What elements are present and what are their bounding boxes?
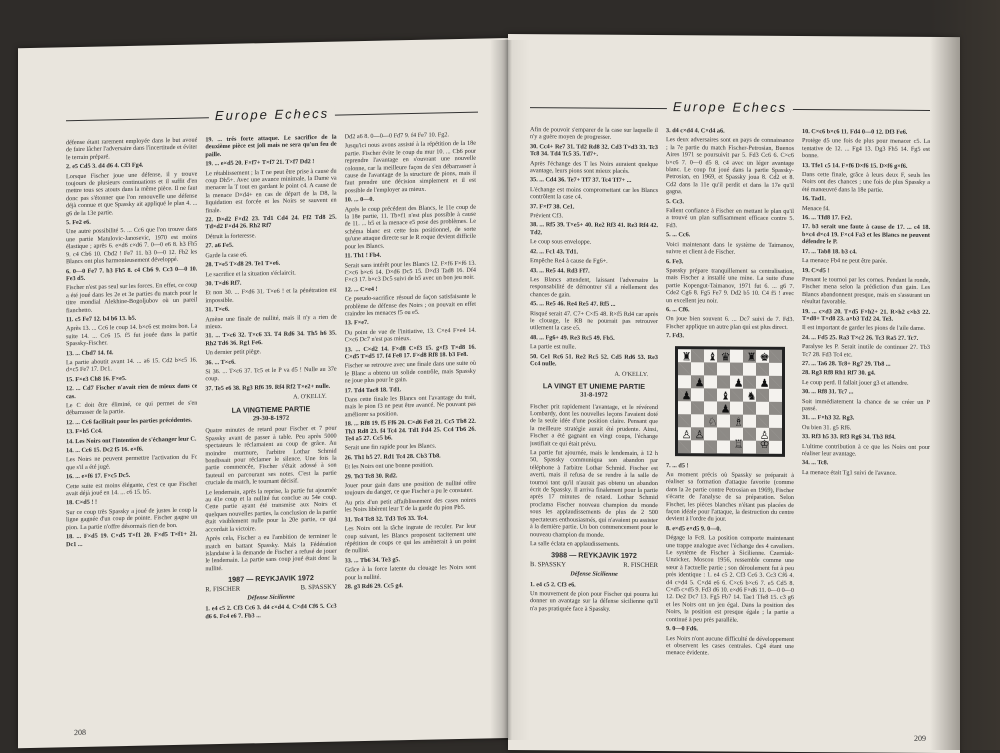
paragraph: Il est important de garder les pions de l'aile dame. [802,324,926,333]
page-number: 209 [914,733,926,743]
paragraph: Un dernier petit piège. [205,348,261,357]
author-signature: A. O'KELLY. [293,392,327,401]
white-king-icon: ♔ [759,438,770,451]
black-pawn-icon: ♟ [759,377,770,390]
magazine-title: Europe Echecs [667,99,793,115]
paragraph: Serait une fin rapide pour les Blancs. [344,442,437,452]
paragraph: Si 36. ... T×c6 37. Tc5 et le P va d5 ! Nulle au 37e coup. [205,365,337,383]
game-21-notes [666,127,794,340]
paragraph: 10. ... 0—0. [344,196,375,204]
paragraph: 12. ... C×e4 ! [344,285,378,294]
paragraph: 38. ... Rf5 39. T×e5+ 40. Re2 Rf3 41. Re3 Rf4 42. Td2. [530,221,658,237]
opening-name: Défense Sicilienne [570,570,618,578]
white-pawn-icon: ♙ [694,428,705,441]
paragraph: Le sacrifice et la situation s'éclaircit. [205,268,296,278]
game-21-notes-continued [666,462,794,658]
page-number: 208 [74,727,86,738]
paragraph: Dans cette finale, grâce à leurs deux F, seuls les Noirs ont des chances ; une fois de plus Spassky a été manœuvré dans la 18e partie. [802,171,930,194]
paragraph: 31. T×c6. [205,305,230,314]
paragraph: 18. ... F×d5 19. C×d5 T×f1 20. F×d5 T×f1+ 21. Dc1 ... [66,530,198,548]
paragraph: 5. Cc3. [666,197,685,205]
game-19-notes [205,134,336,393]
paragraph: 13. ... Cbd7 14. f4. [66,348,114,357]
paragraph: Prenant le tournoi par les cornes. Pendant la ronde, Fischer mena selon la prédiction d'un gain. Les Blancs abandonnent presque, mais en s'assurant un résultat favorable. [802,275,930,306]
game-21-moves [530,581,658,614]
paragraph: défense étant rarement employée dans le but avoué de faire lâcher l'adversaire dans l'incertitude et éviter le terrain préparé. [66,136,198,162]
paragraph: 7. Fd3. [666,332,685,340]
paragraph: 50. Ce1 Rc6 51. Re2 Rc5 52. Cd5 Rd6 53. Re3 Cc4 nulle. [530,352,658,368]
paragraph: Voici maintenant dans le système de Taimanov, suivre et client à de Fischer. [666,240,794,256]
section-title: LA VINGTIEME PARTIE [231,403,311,415]
paragraph: Et non 30. ... F×d6 31. T×e6 ! et la pénétration est impossible. [205,286,337,305]
paragraph: Serait sans intérêt pour les Blancs 12. F×f6 F×f6 13. C×c6 b×c6 14. D×d6 Dc5 15. D×d3 Tad8 16. Df4 F×c3 17. b×c3 Dc5 suivi de b5 avec un bon jeu noir. [344,259,476,284]
paragraph: Après cela, Fischer a eu l'ambition de terminer le match en battant Spassky. Mais la Fédération islandaise à la demande de Fischer a refusé de jouer le lendemain. La partie sans coup joué était donc la nullité. [205,532,337,573]
black-pawn-icon: ♟ [681,389,692,402]
paragraph: 19. ... e×d5 20. F×f7+ T×f7 21. T×f7 Dd2 ! [205,158,315,168]
paragraph: 13. F×h5 Cc4. [66,427,103,436]
paragraph: 31. ... F×h3 32. Rg3. [802,414,855,422]
right-column-3 [802,128,930,723]
paragraph: 16. ... e×f6 17. F×c5 Dc5. [66,472,131,481]
paragraph: Les Blancs attendent, laissant l'adversaire la responsabilité de démontrer s'il a réellement des chances de gain. [530,276,658,299]
paragraph: 26. Th1 b5 27. Rd1 Tc4 28. Cb3 Tb8. [344,452,441,462]
paragraph: 31. Tc4 Tc8 32. Td3 Tc6 33. Tc4. [344,514,428,524]
black-pawn-icon: ♟ [694,376,705,389]
paragraph: 18. ... Rf8 19. f5 Ff6 20. C×d6 Fe8 21. Cc5 Tb8 22. Th3 Rd8 23. f4 Tc4 24. Td1 Fd4 25. Cc4 Tb6 26. Te4 a5 27. Cc5 b6. [344,417,476,443]
white-player: B. SPASSKY [530,560,567,569]
paragraph: Menace f4. [802,204,830,212]
paragraph: Fallent confiance à Fischer en mettant le plan qu'il a trouvé un plan suffisamment efficace contre 5. Fd3. [666,207,794,230]
paragraph: Une autre possibilité 5. ... Cc6 que l'on trouve dans une partie Matulovic-Janosevic, 1970 est moins élastique ; après 6. e×d6 c×d6 7. 0—0 e6 8. h3 Fh5 9. c4 Cb6 10. Cbd2 ! Fe7 11. b3 0—0 12. Fb2 les Blancs ont plus harmonieusement développé. [66,225,198,266]
paragraph: 33. ... Tb6 34. Te3 g5. [344,555,401,565]
paragraph: 3. d4 c×d4 4. C×d4 a6. [666,127,725,135]
paragraph: 13. ... C×d2 14. F×d8 C×f3 15. g×f3 T×d8 16. C×d5 T×d5 17. f4 Fe8 17. F×d8 Rf8 18. b3 Fe8. [344,343,476,361]
paragraph: 14. Les Noirs ont l'intention de s'échanger leur C. [66,435,197,445]
black-bishop-icon: ♝ [707,350,718,364]
left-column-3 [345,131,476,712]
paragraph: Jusqu'ici nous avons assisté à la répétition de la 18e partie. Fischer évite le coup du mur 10. ... Cb6 pour reprendre l'avantage en s'ouvrant une nouvelle colonne, car la meilleure façon de s'en débarrasser à cause de l'avantage de la structure de pions, mais il faut prendre une décision simplement et il est possible de l'employer au mieux. [344,140,476,195]
paragraph: 2. e5 Cd5 3. d4 d6 4. Cf3 Fg4. [66,161,144,171]
paragraph: 6. ... Cf6. [666,306,690,314]
paragraph: La menace Fb4 ne peut être parée. [802,257,888,265]
black-pawn-icon: ♟ [733,377,744,390]
paragraph: Après le coup précédent des Blancs, le 11e coup de la 18e partie, 11. Tb×f1 n'est plus possible à cause de 11. ... b5 et la menace e5 pose des problèmes. Le schéma blanc est cette fois positionnel, de sorte qu'une attaque directe sur le R roque devient difficile pour les Blancs. [344,203,476,251]
paragraph: 48. ... Fg6+ 49. Re3 Rc5 49. Fb5. [530,333,615,342]
paragraph: 5. Fe2 e6. [66,218,91,227]
black-rook-icon: ♜ [746,351,757,364]
game-20-intro [205,425,336,572]
paragraph: La partie est nulle. [530,343,577,351]
paragraph: 43. ... Re5 44. Rd3 Ff7. [530,266,590,275]
paragraph: Détruit la forteresse. [205,232,257,241]
paragraph: Risqué serait 47. C7+ C×f5 48. R×f5 Rd4 car après le clouage, le RB ne pourrait pas retrouver utilement la case e5. [530,309,658,332]
paragraph: 28. g3 Rd6 29. Cc5 g4. [344,582,404,591]
paragraph: La salle éclata en applaudissements. [530,540,620,548]
black-knight-icon: ♞ [746,390,757,403]
paragraph: Ce pseudo-sacrifice résoud de façon satisfaisante le problème de défense des Noirs ; on pouvait en effet craindre les menaces f5 ou e5. [344,292,476,318]
paragraph: Un mouvement de pion pour Fischer qui pourra lui donner un avantage sur la défense sicilienne qu'il n'a pas pratiquée face à Spassky. [530,590,658,613]
paragraph: Cette suite est moins élégante, c'est ce que Fischer avait déjà joué en 14. ... c6 15. b5. [66,480,198,498]
game-title: 1987 — REYKJAVIK 1972 [228,573,314,584]
right-page [508,34,960,753]
paragraph: Les deux adversaires sont en pays de connaissance ; la 7e partie du match Fischer-Petrosian, Buenos Aires 1971 se poursuivit par 5. Fd3 Cc6 6. C×c6 b×c6 7. 0—0 d5 8. c4 avec un léger avantage blanc. Le coup fut joué dans la partie Spassky-Petrosian, en 1969, et Spassky joua 8. Cd2 et 8. Cd2 dans la 11e qu'il perdit et dans la 17e qu'il gagna. [666,136,794,196]
paragraph: 27. ... Ta6 28. Tc8+ Rg7 29. Tb8 ... [802,360,891,368]
paragraph: Paralyse les P. Serait inutile de continuer 27. Tb3 Tc7 28. Fd3 Tc4 etc. [802,343,930,358]
paragraph: 6. 0—0 Fe7 7. h3 Fh5 8. c4 Cb6 9. Cc3 0—0 10. Fe3 d5. [66,265,198,283]
paragraph: 45. ... Re5 46. Re4 Re5 47. Rf5 ... [530,300,616,308]
paragraph: 24. ... Fd5 25. Ra3 T×c2 26. Tc3 Ra5 27. Tc7. [802,333,919,342]
chess-diagram [675,346,785,457]
paragraph: La partie aboutit avant 14. ... a6 15. Cd2 b×c5 16. d×c5 Fe7 17. Dc1. [66,356,198,374]
left-column-2 [205,134,336,715]
paragraph: L'échange est moins compromettant car les Blancs contrôlent la case c4. [530,185,658,201]
paragraph: Fischer n'est pas seul sur les forces. En effet, ce coup a été joué dans les 2e et 3e parties du match pour le titre mondial Alekhine-Bogoljubov où un pareil fianchetto. [66,281,198,314]
paragraph: Protège d5 une fois de plus pour menacer c5. La tentative de 12. ... Fg4 13. Dg3 Fh5 14. Fg5 est bonne. [802,137,930,160]
paragraph: Dd2 a6 8. 0—0—0 Fd7 9. f4 Fe7 10. Fg2. [344,131,449,141]
paragraph: 13. Tfe1 c5 14. F×f6 D×f6 15. D×f6 g×f6. [802,161,908,170]
game-title: 3988 — REYKJAVIK 1972 [551,550,637,561]
paragraph: Les Noirs n'ont aucune difficulté de développement et observent les cases centrales. Cg4 étant une menace évidente. [666,634,794,657]
paragraph: 1. e4 c5 2. Cf3 e6. [530,580,576,589]
paragraph: 37. Te5 e6 38. Rg3 Rf6 39. Rf4 Rf2 T×e2+ nulle. [205,382,331,393]
right-column-1 [530,126,658,721]
paragraph: Fischer prit rapidement l'avantage, et le révérend Lombardy, dont les nouvelles leçons l'avaient doté de la seule idée d'une position claire. Pensant que la meilleure stratégie aurait été prudente. Ainsi, Fischer a été gagnant en vingt coups, l'échange justifiait ce qui était prévu. [530,402,658,448]
paragraph: 30. T×d6 Rf7. [205,279,242,288]
black-player: B. SPASSKY [300,583,337,591]
paragraph: Et les Noirs ont une bonne position. [344,461,434,471]
paragraph: Au prix d'un petit affaiblissement des cases noires les Noirs libèrent leur T de la garde du pion Pb5. [344,496,476,514]
paragraph: 34. ... Tc8. [802,459,829,467]
paragraph: Le rétablissement ; la T ne peut être prise à cause du coup Dh5+. Avec une avance minimale, la Dame va menacer la T tout en gardant le point c4. A cause de la menace D×d4+ en cas de départ de la D8, la liquidation est forcée et les Noirs se sauvent en finale. [205,167,337,214]
paragraph: Le coup perd. Il fallait jouer g3 et attendre. [802,378,909,387]
white-pawn-icon: ♙ [759,429,770,442]
black-queen-icon: ♛ [720,351,731,364]
game-21-intro [530,403,658,549]
magazine-title: Europe Echecs [209,106,335,124]
paragraph: Soit immédiatement la chance de se créer un P passé. [802,397,930,413]
paragraph: 15. F×e3 Ch8 16. F×e5. [66,374,127,384]
paragraph: Sur ce coup très Spassky a joué de justes le coup la ligne gagnée d'un coup de pointe. Fischer gagne un pion. La partie n'offre désormais rien de bon. [66,506,198,531]
paragraph: 13. F×e7. [344,319,369,327]
paragraph: 29. Te3 Tc8 30. Rd2. [344,471,398,481]
paragraph: Dans cette finale les Blancs ont l'avantage du trait, mais le pion f3 ne peut être avancé. Ne pouvant pas améliorer sa position. [344,393,476,419]
players [205,583,336,593]
left-page [18,38,508,748]
white-player: R. FISCHER [205,585,241,593]
paragraph: La partie fut ajournée, mais le lendemain, à 12 h 50, Spassky communiqua son abandon par téléphone à l'arbitre Lothar Schmid. Fischer est averti, mais il refusa de se rendre à la salle de tournoi tant qu'il n'aurait pas obtenu un abandon écrit de Spassky. Il arriva finalement pour la partie après 17 minutes de retard. Lothar Schmid proclama Fischer nouveau champion du monde sous les applaudissements de plus de 2 500 spectateurs enthousiasmés, qui n'avaient pu assister à la dernière partie. Un bon commencement pour le nouveau champion du monde. [530,449,658,539]
paragraph: On joue bien souvent 6. ... Dc7 suivi de 7. Fd3. Fischer applique un autre plan qui est plus direct. [666,315,794,331]
paragraph: Le lendemain, après la reprise, la partie fut ajournée au 41e coup et la nullité fut conclue au 54e coup. Cette partie ayant été transmise aux Noirs et quelques nouvelles parties, la conclusion de la partie était visiblement nulle pour la 20e partie, ce qui accordait la victoire. [205,486,337,534]
left-page-header [66,103,478,134]
paragraph: Afin de pouvoir s'emparer de la case sur laquelle il n'y a guère moyen de progresser. [530,126,658,142]
paragraph: 10. C×c6 b×c6 11. Fd4 0—0 12. Df3 Fe6. [802,128,908,136]
paragraph: 28. Rg3 Rf8 Rh1 Rf7 30. g4. [802,369,876,377]
paragraph: Les Noirs ont la tâche ingrate de reculer. Par leur coup suivant, les Blancs proposent tacitement une répétition de coups ce qui les amènerait à un point de nullité. [344,522,476,555]
white-knight-icon: ♘ [707,415,718,429]
paragraph: Garde la case e6. [205,251,248,260]
paragraph: 9. 0—0 Fd6. [666,625,698,633]
paragraph: 11. Th1 ! Fb4. [344,251,382,260]
paragraph: Lorsque Fischer joue une défense, il y trouve toujours de plusieurs continuations et il suffit d'en mettre tous ses atouts dans la même pièce. Il ne faut donc pas s'étonner que l'on renouvelle une défense déjà connue et que Spassky ait appliqué le plan 4. ... g6 de la 13e partie. [66,170,198,217]
white-bishop-icon: ♗ [733,416,744,429]
paragraph: 31. ... T×c6 32. T×c6 33. T4 Rd6 34. Th5 h6 35. Rh2 Td6 36. Rg1 Fe6. [205,329,337,348]
section-date: 29-30-8-1972 [252,414,290,423]
black-bishop-icon: ♝ [720,390,731,403]
paragraph: 35. ... Cd4 36. Te7+ Tf7 37. Tc4 Tf7+ ... [530,176,632,185]
paragraph: 12. ... Cd7 Fischer n'avait rien de mieux dans ce cas. [66,382,198,400]
paragraph: 16. Tad1. [802,195,826,203]
black-king-icon: ♚ [759,351,770,364]
paragraph: 5. ... Cc6. [666,231,691,239]
game-20-finish [530,126,658,368]
paragraph: 28. T×e5 T×d8 29. Te1 T×e6. [205,259,281,269]
right-page-header [530,98,930,123]
players [530,561,658,569]
game-20-moves [205,603,336,621]
section-title: LA VINGT ET UNIEME PARTIE [542,381,646,391]
paragraph: 6. Fe3. [666,257,684,265]
opening-name: Défense Sicilienne [247,593,295,602]
paragraph: Amène une finale de nullité, mais il n'y a rien de mieux. [205,313,337,331]
white-rook-icon: ♖ [733,438,744,451]
paragraph: 30. ... Rf8 31. Tc7 ... [802,388,854,396]
paragraph: Grâce à la force latente du clouage les Noirs sont pour la nullité. [344,563,476,581]
background-shadow [930,0,1000,750]
paragraph: L'ultime contribution à ce que les Noirs ont pour réaliser leur avantage. [802,442,930,458]
paragraph: 33. Rf3 h5 33. Rf3 Rg6 34. Tb3 Rf4. [802,433,896,441]
paragraph: Après l'échange des T les Noirs auraient quelque avantage, leurs pions sont mieux placés. [530,159,658,175]
paragraph: Quatre minutes de retard pour Fischer et 7 pour Spassky avant de passer à table. Peu après 5000 spectateurs le réclamaient au coup de grâce. Au moindre murmure, l'arbitre Lothar Schmid bondissait pour réclamer le silence. Une fois la partie commencée, Fischer s'était adossé à son fauteuil en parcourant ses notes. C'est la partie cruciale du match, le tournant décisif. [205,424,337,487]
paragraph: Après 13. ... Cc6 le coup 14. b×c6 est moins bon. La suite 14. ... Cc6 15. f5 fut jouée dans la partie Spassky-Fischer. [66,322,198,348]
paragraph: 7. ... d5 ! [666,461,689,469]
section-date: 31-8-1972 [580,391,608,399]
paragraph: 11. c5 Fe7 12. b4 b6 13. b5. [66,314,137,324]
paragraph: 19. C×d5 ! [802,266,830,274]
paragraph: 12. ... Cc6 facilitait pour les parties précédentes. [66,416,193,427]
left-column-1 [66,137,197,718]
paragraph: 8. e×d5 e×d5 9. 0—0. [666,524,722,533]
paragraph: 30. Cc4+ Re7 31. Td2 Rd8 32. Cd3 T×d3 33. Tc3 Tc8 34. Td4 Tc5 35. Td7+. [530,142,658,158]
right-column-2 [666,127,794,722]
right-columns [530,126,930,723]
left-columns [66,131,476,718]
paragraph: 16. ... Tfd8 17. Fe2. [802,214,853,222]
paragraph: 17. Td4 Tac8 18. Td1. [344,385,402,395]
paragraph: 17. b3 serait une faute à cause de 17. ... c4 18. b×c4 d×c4 19. F×c4 Fa3 et les Blancs ne peuvent défendre le P. [802,223,930,246]
author-signature: A. O'KELLY. [614,371,648,379]
paragraph: Spassky prépare tranquillement sa centralisation, mais Fischer a installé une mine. La suite d'une partie Kopengut-Taimanov, 1971 fut 6. ... g6 7. Cde2 Cg6 8. Fg5 Fe7 9. Dd2 b5 10. C4 f5 ! avec un excellent jeu noir. [666,267,794,304]
paragraph: 17. ... Tab8 18. b3 c4. [802,247,857,256]
paragraph: La menace était Tg1 suivi de l'avance. [802,468,897,477]
black-player: R. FISCHER [623,561,658,569]
black-rook-icon: ♜ [681,350,692,363]
paragraph: 27. a6 Fe5. [205,242,234,250]
paragraph: 42. ... Fc1 43. Td1. [530,247,579,256]
paragraph: 36. ... T×c6. [205,358,236,366]
paragraph: Du point de vue de l'initiative, 13. C×e4 F×e4 14. C×c6 Dc7 n'est pas mieux. [344,326,476,344]
paragraph: 14. ... Cc6 15. Dc2 f5 16. e×f6. [66,445,144,455]
paragraph: Les Noirs ne peuvent permettre l'activation du Fc que s'il a été jugé. [66,453,198,472]
paragraph: Au moment précis où Spassky se préparait à réaliser sa formation d'attaque favorite (comme dans la 2e partie contre Petrosian en 1969), Fischer s'écarte de l'analyse de sa préparation. Selon Fischer, les pièces blanches n'étant pas placées de façon idéale pour l'attaque, la destruction du centre devient à l'ordre du jour. [666,471,794,523]
white-pawn-icon: ♙ [681,428,692,441]
paragraph: 22. D×d2 F×d2 23. Td1 Cd4 24. Ff2 Td8 25. Td×d2 F×d4 26. Rh2 Rf7 [205,213,337,231]
paragraph: 19. ... trés forte attaque. Le sacrifice de la deuxième pièce est joli mais ne sera qu'un feu de paille. [205,133,337,159]
paragraph: 1. e4 c5 2. Cf3 Cc6 3. d4 c×d4 4. C×d4 Cf6 5. Cc3 d6 6. Fc4 e6 7. Fb3 ... [205,602,337,621]
paragraph: 18. C×d5 ! ! [66,499,98,507]
paragraph: Le coup sous enveloppe. [530,238,592,246]
paragraph: Empêche Re4 à cause de Fg6+. [530,257,608,265]
paragraph: Fischer se retrouve avec une finale dans une suite où le Blanc a obtenu un solide contrôle, mais Spassky ne joue plus pour le gain. [344,360,476,385]
paragraph: 37. F×f7 38. Ce1. [530,202,575,211]
black-pawn-icon: ♟ [720,403,731,416]
paragraph: Prévient Cf3. [530,212,563,220]
paragraph: Le C doit être éliminé, ce qui permet de s'en débarrasser de la partie. [66,399,198,417]
paragraph: Ou bien 31. g5 Rf6. [802,423,852,432]
paragraph: Dégage la Fc8. La position comporte maintenant une trappe analogue avec l'échange des 4 cavaliers. Le système de Fischer à Sicilienne. Czerniak-Unzicker, Moscou 1956, ressemble comme une sœur à l'actuelle partie ; son déroulement fut à peu près identique : 1. e4 c5 2. Cf3 Cc6 3. Cc3 Cf6 4. d4 c×d4 5. C×d4 e6 6. C×c6 b×c6 7. e5 Cd5 8. C×d5 c×d5 9. Fd3 d6 10. e×d6 F×d6 11. 0—0 0—0 12. De2 Dc7 13. Fg5 Fb7 14. Tae1 Tfe8 15. c3 g6 et les Noirs ont un jeu égal. Dans la position des Noirs, la position est presque égale ; la partie a continué à peu près parallèle. [666,534,794,624]
paragraph: 19. ... c×d3 20. T×d5 F×h2+ 21. R×h2 c×b3 22. T×d8+ T×d8 23. a×b3 Td2 24. Te3. [802,307,930,323]
paragraph: Jouer pour gain dans une position de nullité offre toujours du danger, ce que Fischer a pu le constater. [344,479,476,497]
